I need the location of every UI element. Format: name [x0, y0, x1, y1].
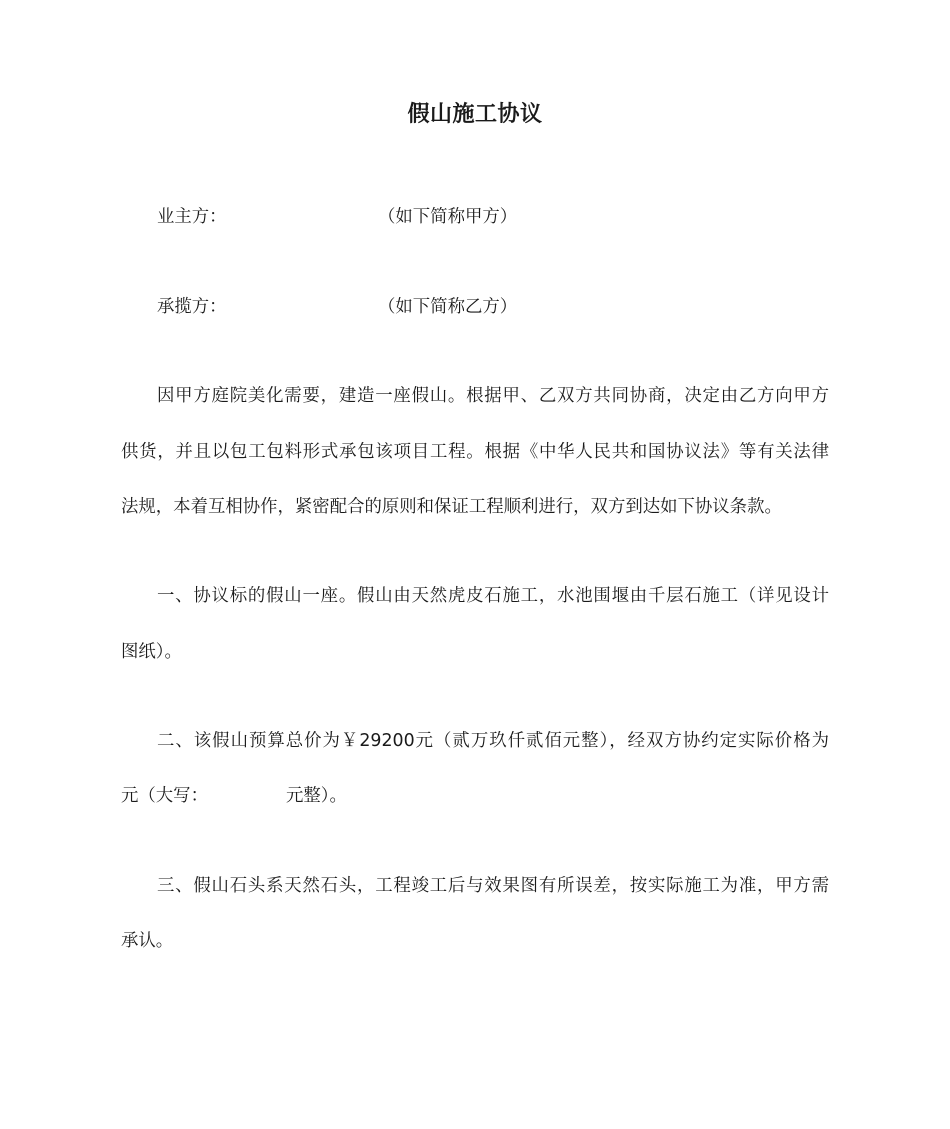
owner-party-note: （如下简称甲方）	[378, 207, 518, 227]
clause-2-line-2-start: 元（大写：	[121, 786, 208, 806]
owner-party-label: 业主方：	[157, 207, 227, 227]
clause-3-line-1: 三、假山石头系天然石头，工程竣工后与效果图有所误差，按实际施工为准，甲方需	[157, 876, 829, 896]
clause-3-line-2: 承认。	[121, 931, 174, 951]
contractor-party-note: （如下简称乙方）	[378, 297, 518, 317]
preamble-line-2: 供货，并且以包工包料形式承包该项目工程。根据《中华人民共和国协议法》等有关法律	[121, 442, 829, 462]
clause-2-line-1: 二、该假山预算总价为￥29200元（贰万玖仟贰佰元整），经双方协约定实际价格为	[157, 731, 829, 751]
clause-1-line-1: 一、协议标的假山一座。假山由天然虎皮石施工，水池围堰由千层石施工（详见设计	[157, 586, 829, 606]
clause-1-line-2: 图纸）。	[121, 642, 182, 662]
document-title: 假山施工协议	[407, 102, 543, 127]
contractor-party-label: 承揽方：	[157, 297, 227, 317]
preamble-line-3: 法规，本着互相协作，紧密配合的原则和保证工程顺利进行，双方到达如下协议条款。	[121, 497, 782, 517]
clause-2-line-2-end: 元整）。	[286, 786, 347, 806]
preamble-line-1: 因甲方庭院美化需要，建造一座假山。根据甲、乙双方共同协商，决定由乙方向甲方	[157, 386, 829, 406]
